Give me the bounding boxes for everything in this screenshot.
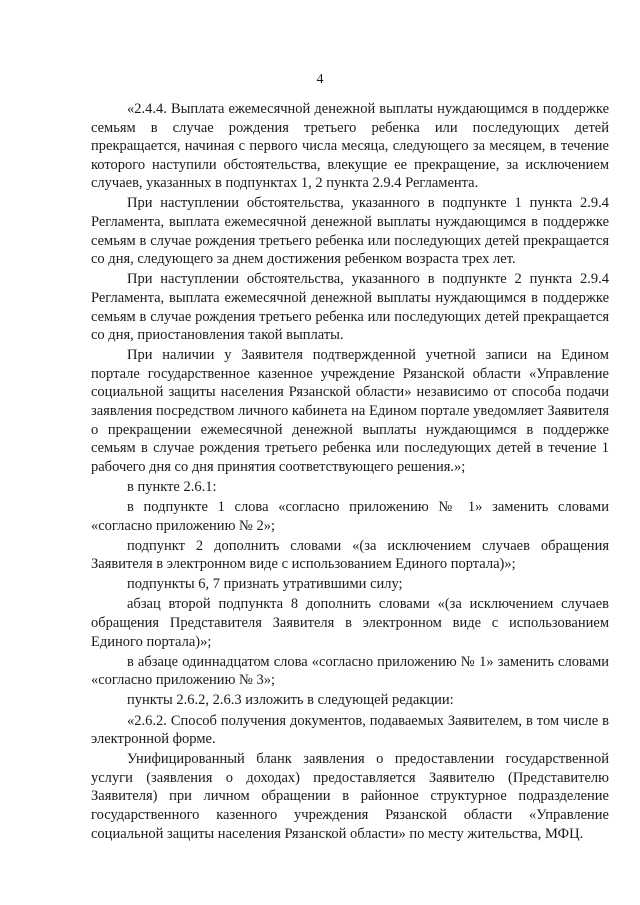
paragraph-subpoints-6-7: подпункты 6, 7 признать утратившими силу; [127,576,403,593]
paragraph-points-2-6-2-2-6-3: пункты 2.6.2, 2.6.3 изложить в следующей редакции: [127,692,454,709]
paragraph-2-6-2: «2.6.2. Способ получения документов, подаваемых Заявителем, в том числе в электронной форме. [91,712,609,748]
paragraph-subpoint-8: абзац второй подпункта 8 дополнить словами «(за исключением случаев обращения Представителя Заявителя в электронном виде с использованием Единого портала)»; [91,596,609,650]
paragraph-point-2-6-1: в пункте 2.6.1: [127,478,217,495]
paragraph-subpoint-1: в подпункте 1 слова «согласно приложению № 1» заменить словами «согласно приложению № 2»; [91,498,609,534]
paragraph-circumstance-2: При наступлении обстоятельства, указанного в подпункте 2 пункта 2.9.4 Регламента, выплата ежемесячной денежной выплаты нуждающимся в поддержке семьям в случае рождения третьего ребенка или последующих детей прекращается со дня, приостановления такой выплаты. [91,271,609,344]
paragraph-unified-form: Унифицированный бланк заявления о предоставлении государственной услуги (заявления о доходах) предоставляется Заявителю (Представителю Заявителя) при личном обращении в районное структурное подразделение государственного казенного учреждения Рязанской области «Управление социальной защиты населения Рязанской области» по месту жительства, МФЦ. [91,751,609,842]
paragraph-eleventh: в абзаце одиннадцатом слова «согласно приложению № 1» заменить словами «согласно приложению № 3»; [91,653,609,689]
page-number: 4 [316,72,324,87]
document-body [91,100,609,845]
paragraph-circumstance-1: При наступлении обстоятельства, указанного в подпункте 1 пункта 2.9.4 Регламента, выплата ежемесячной денежной выплаты нуждающимся в поддержке семьям в случае рождения третьего ребенка или последующих детей прекращается со дня, следующего за днем достижения ребенком возраста трех лет. [91,195,609,268]
paragraph-subpoint-2: подпункт 2 дополнить словами «(за исключением случаев обращения Заявителя в электронном виде с использованием Единого портала)»; [91,537,609,573]
paragraph-2-4-4: «2.4.4. Выплата ежемесячной денежной выплаты нуждающимся в поддержке семьям в случае рождения третьего ребенка или последующих детей прекращается, начиная с первого числа месяца, следующего за месяцем, в течение которого наступили обстоятельства, влекущие ее прекращение, за исключением случаев, указанных в подпунктах 1, 2 пункта 2.9.4 Регламента. [91,101,609,192]
paragraph-account-notice: При наличии у Заявителя подтвержденной учетной записи на Едином портале государственное казенное учреждение Рязанской области «Управление социальной защиты населения Рязанской области» независимо от способа подачи заявления посредством личного кабинета на Едином портале уведомляет Заявителя о прекращении ежемесячной денежной выплаты нуждающимся в поддержке семьям в случае рождения третьего ребенка или последующих детей в течение 1 рабочего дня со дня принятия соответствующего решения.»; [91,347,609,475]
